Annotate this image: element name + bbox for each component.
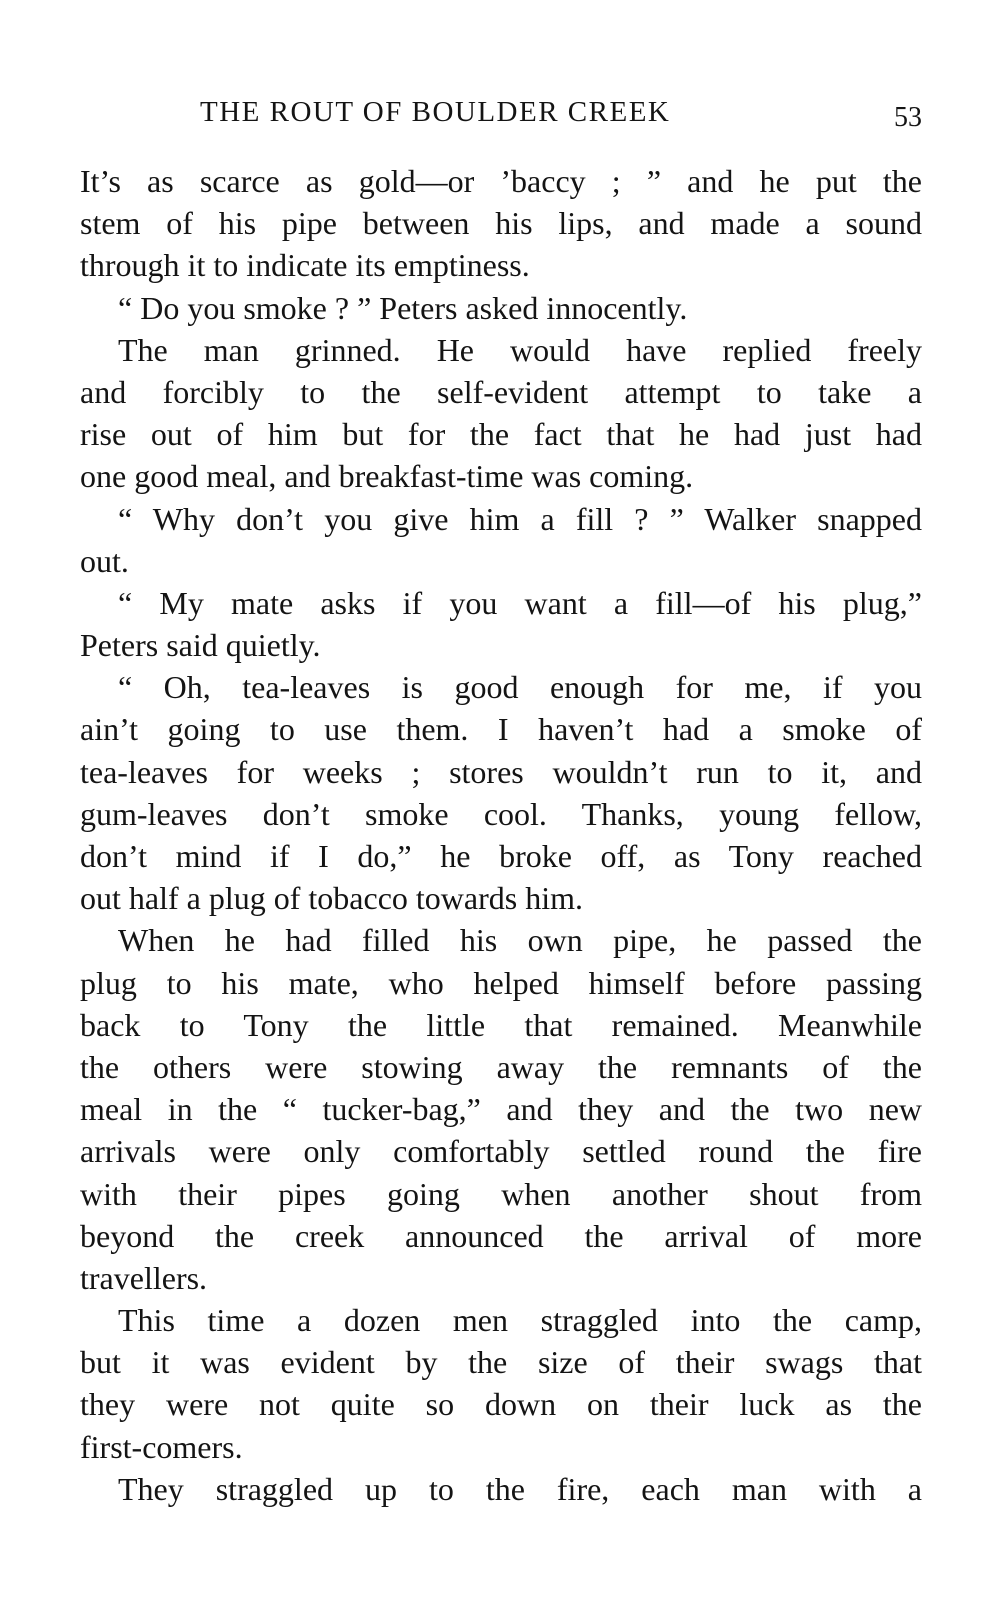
body-text xyxy=(80,160,922,1510)
text-line: back to Tony the little that remained. Meanwhile xyxy=(80,1006,922,1043)
text-line: don’t mind if I do,” he broke off, as Tony reached xyxy=(80,838,922,874)
running-title: THE ROUT OF BOULDER CREEK xyxy=(200,96,671,128)
text-line: They straggled up to the fire, each man with a xyxy=(118,1470,922,1507)
text-line: “ Oh, tea-leaves is good enough for me, if you xyxy=(118,669,922,706)
text-line: plug to his mate, who helped himself before passing xyxy=(80,964,922,1001)
text-line: arrivals were only comfortably settled round the fire xyxy=(80,1133,922,1170)
text-line: This time a dozen men straggled into the camp, xyxy=(118,1302,922,1339)
text-line: they were not quite so down on their luck as the xyxy=(80,1386,922,1423)
text-line: “ My mate asks if you want a fill—of his plug,” xyxy=(118,584,922,621)
page-number: 53 xyxy=(894,102,922,133)
text-line: beyond the creek announced the arrival of more xyxy=(80,1217,922,1254)
text-line: ain’t going to use them. I haven’t had a smoke of xyxy=(80,711,922,748)
text-line: travellers. xyxy=(80,1259,208,1296)
text-line: through it to indicate its emptiness. xyxy=(80,247,530,284)
text-line: with their pipes going when another shout from xyxy=(80,1175,922,1212)
text-line: and forcibly to the self-evident attempt to take a xyxy=(80,373,922,410)
text-line: The man grinned. He would have replied freely xyxy=(118,331,922,368)
text-line: but it was evident by the size of their swags that xyxy=(80,1344,922,1381)
text-line: meal in the “ tucker-bag,” and they and the two new xyxy=(80,1091,922,1128)
text-line: “ Do you smoke ? ” Peters asked innocently. xyxy=(118,289,688,326)
text-line: “ Why don’t you give him a fill ? ” Walker snapped xyxy=(118,500,922,537)
text-line: first-comers. xyxy=(80,1428,243,1465)
running-head xyxy=(80,96,922,136)
text-line: Peters said quietly. xyxy=(80,627,321,664)
text-line: It’s as scarce as gold—or ’baccy ; ” and he put the xyxy=(80,163,922,199)
text-line: out half a plug of tobacco towards him. xyxy=(80,880,583,917)
text-line: out. xyxy=(80,542,129,579)
text-line: gum-leaves don’t smoke cool. Thanks, young fellow, xyxy=(80,795,922,832)
text-line: tea-leaves for weeks ; stores wouldn’t run to it, and xyxy=(80,753,922,790)
text-line: When he had filled his own pipe, he passed the xyxy=(118,922,922,959)
text-line: rise out of him but for the fact that he had just had xyxy=(80,416,922,453)
text-line: stem of his pipe between his lips, and made a sound xyxy=(80,205,922,242)
text-line: one good meal, and breakfast-time was coming. xyxy=(80,458,694,495)
text-line: the others were stowing away the remnants of the xyxy=(80,1048,922,1085)
